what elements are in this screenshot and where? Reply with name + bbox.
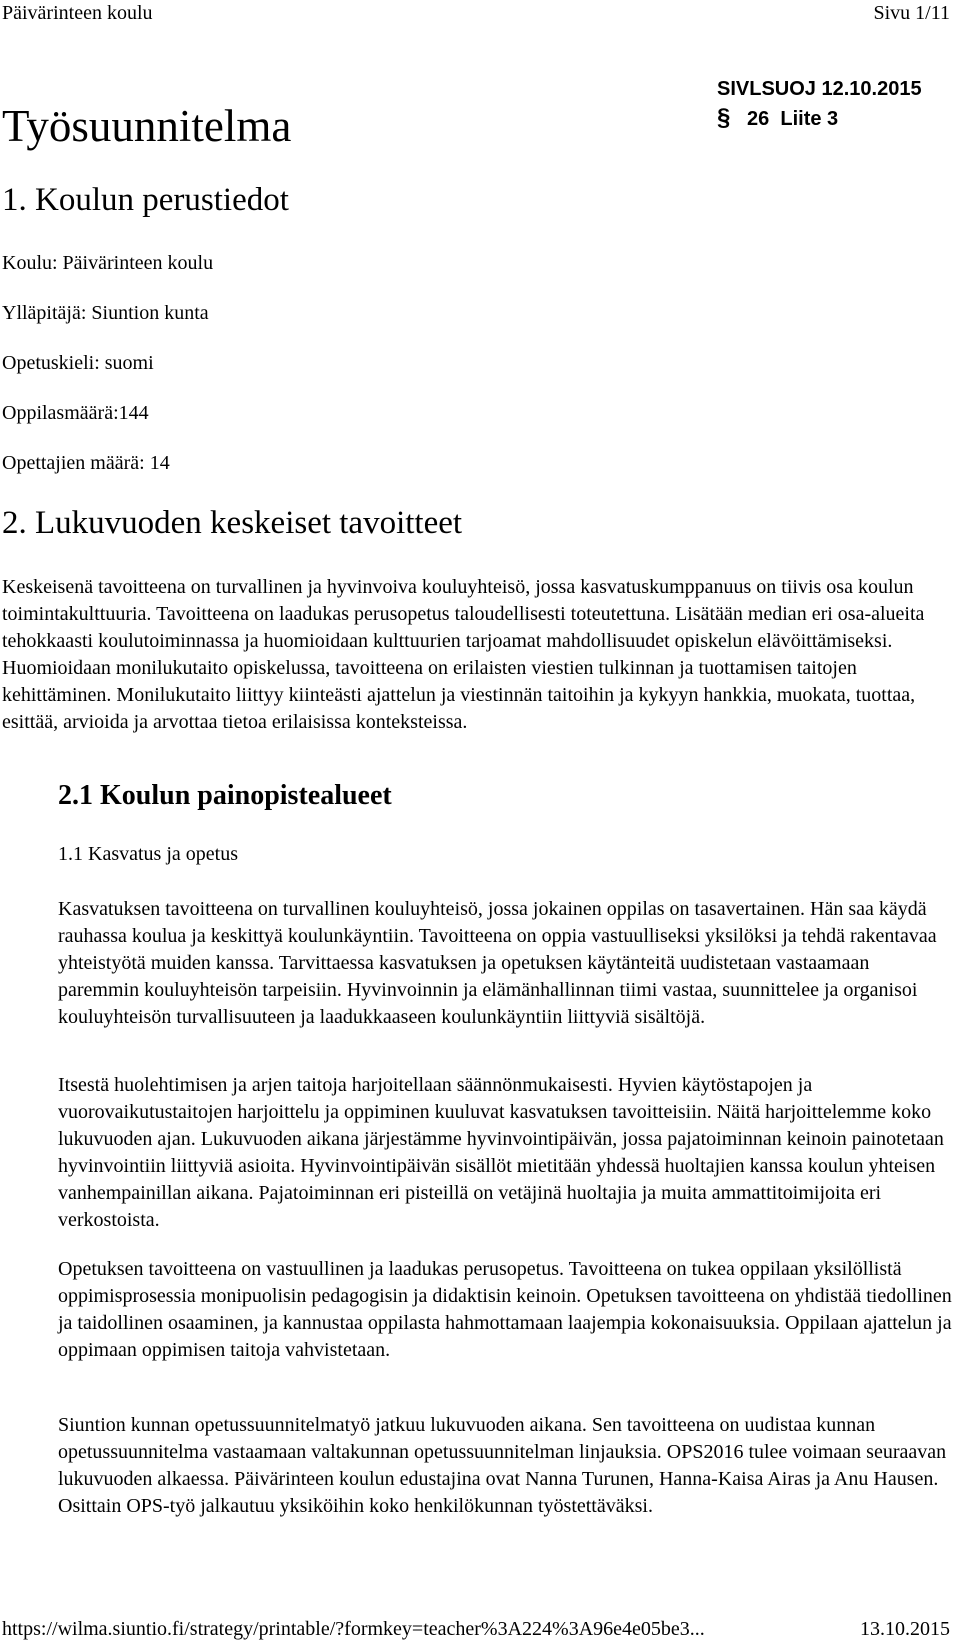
section2-paragraph bbox=[2, 574, 952, 736]
section21-heading: 2.1 Koulun painopistealueet bbox=[58, 780, 392, 811]
footer-date: 13.10.2015 bbox=[860, 1618, 950, 1640]
reference-line2-text: 26 Liite 3 bbox=[747, 108, 839, 130]
fact-school: Koulu: Päivärinteen koulu bbox=[2, 252, 214, 274]
paragraph-text: Kasvatuksen tavoitteena on turvallinen kouluyhteisö, jossa jokainen oppilas on tasavertainen. Hän saa käydä rauhassa koulua ja keskittyä koulunkäyntiin. Tavoitteena on oppia vastuulliseksi yksilöksi ja tehdä rakentavaa yhteistyötä muiden kanssa. Tarvittaessa kasvatuksen ja opetuksen käytänteitä uudistetaan vastaamaan paremmin kouluyhteisön tarpeisiin. Hyvinvoinnin ja elämänhallinnan tiimi vastaa, suunnittelee ja organisoi kouluyhteisön turvallisuuteen ja laadukkaaseen koulunkäyntiin liittyviä sisältöjä. bbox=[58, 898, 937, 1028]
paragraph-text: Siuntion kunnan opetussuunnitelmatyö jatkuu lukuvuoden aikana. Sen tavoitteena on uudistaa kunnan opetussuunnitelma vastaamaan valtakunnan opetussuunnitelman linjauksia. OPS2016 tulee voimaan seuraavan lukuvuoden alkaessa. Päivärinteen koulun edustajina ovat Nanna Turunen, Hanna-Kaisa Airas ja Anu Hausen. Osittain OPS-työ jalkautuu yksiköihin koko henkilökunnan työstettäväksi. bbox=[58, 1414, 947, 1517]
footer-url[interactable]: https://wilma.siuntio.fi/strategy/printable/?formkey=teacher%3A224%3A96e4e05be3... bbox=[2, 1618, 705, 1640]
reference-line2 bbox=[717, 104, 838, 132]
section2-heading: 2. Lukuvuoden keskeiset tavoitteet bbox=[2, 505, 463, 541]
section21-paragraph-1 bbox=[58, 896, 953, 1031]
section21-paragraph-2 bbox=[58, 1072, 953, 1234]
fact-student-count: Oppilasmäärä:144 bbox=[2, 402, 149, 424]
reference-line1: SIVLSUOJ 12.10.2015 bbox=[717, 78, 922, 100]
header-page-number: Sivu 1/11 bbox=[873, 2, 950, 24]
section21-paragraph-3 bbox=[58, 1256, 953, 1364]
section-sign: § bbox=[717, 104, 731, 131]
section1-heading: 1. Koulun perustiedot bbox=[2, 182, 289, 218]
document-title: Työsuunnitelma bbox=[2, 101, 292, 151]
header-school: Päivärinteen koulu bbox=[2, 2, 153, 24]
fact-organizer: Ylläpitäjä: Siuntion kunta bbox=[2, 302, 209, 324]
paragraph-text: Itsestä huolehtimisen ja arjen taitoja harjoitellaan säännönmukaisesti. Hyvien käytöstapojen ja vuorovaikutustaitojen harjoittelu ja oppiminen kuuluvat kasvatuksen tavoitteisiin. Näitä harjoittelemme koko lukuvuoden ajan. Lukuvuoden aikana järjestämme hyvinvointipäivän, jossa pajatoiminnan keinoin painotetaan hyvinvointiin liittyviä asioita. Hyvinvointipäivän sisällöt mietitään yhdessä huoltajien kanssa koulun yhteisen vanhempainillan aikana. Pajatoiminnan eri pisteillä on vetäjinä huoltajia ja muita ammattitoimijoita eri verkostoista. bbox=[58, 1074, 944, 1231]
subsection-label: 1.1 Kasvatus ja opetus bbox=[58, 843, 238, 865]
section2-paragraph-text: Keskeisenä tavoitteena on turvallinen ja hyvinvoiva kouluyhteisö, jossa kasvatuskumppanuus on tiivis osa koulun toimintakulttuuria. Tavoitteena on laadukas perusopetus taloudellisesti toteutettuna. Lisätään median eri osa-alueita tehokkaasti koulutoiminnassa ja huomioidaan kulttuurien tarjoamat mahdollisuudet opiskelun elävöittämiseksi. Huomioidaan monilukutaito opiskelussa, tavoitteena on erilaisten viestien tulkinnan ja tuottamisen taitojen kehittäminen. Monilukutaito liittyy kiinteästi ajattelun ja viestinnän taitoihin ja kykyyn hankkia, muokata, tuottaa, esittää, arvioida ja arvottaa tietoa erilaisissa konteksteissa. bbox=[2, 576, 925, 733]
section21-paragraph-4 bbox=[58, 1412, 953, 1520]
fact-language: Opetuskieli: suomi bbox=[2, 352, 154, 374]
fact-teacher-count: Opettajien määrä: 14 bbox=[2, 452, 170, 474]
paragraph-text: Opetuksen tavoitteena on vastuullinen ja laadukas perusopetus. Tavoitteena on tukea oppilaan yksilöllistä oppimisprosessia monipuolisin pedagogisin ja didaktisin keinoin. Opetuksen tavoitteena on yhdistää tiedollinen ja taidollinen osaaminen, ja kannustaa oppilasta hahmottamaan laajempia kokonaisuuksia. Oppilaan ajattelun ja oppimaan oppimisen taitoja vahvistetaan. bbox=[58, 1258, 952, 1361]
